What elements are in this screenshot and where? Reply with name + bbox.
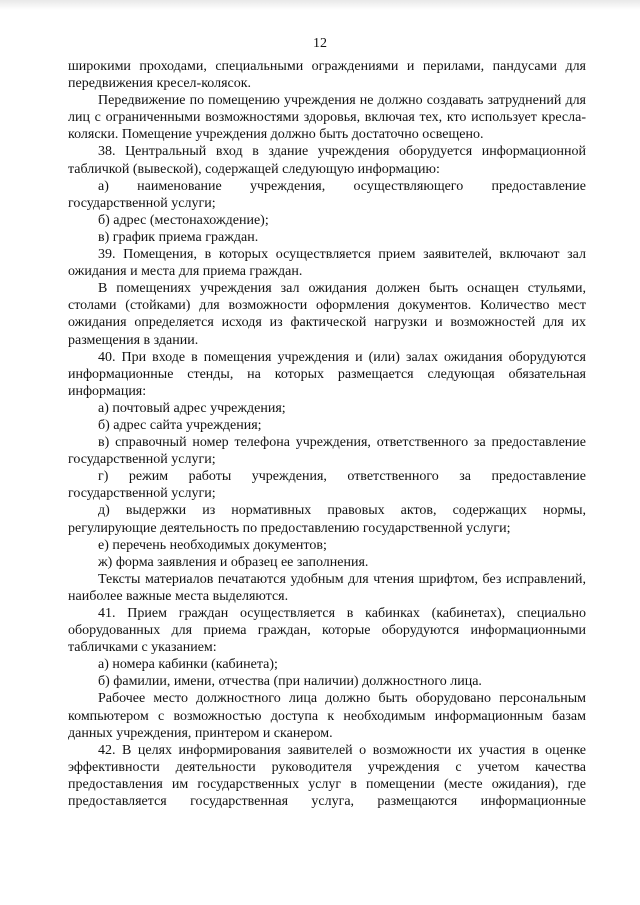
paragraph: 42. В целях информирования заявителей о возможности их участия в оценке эффективности деятельности руководителя учреждения с учетом качества предоставления им государственных услуг в помещении (месте ожидания), где предоставляется государственная услуга, размещаются информационные bbox=[68, 742, 586, 810]
paragraph: В помещениях учреждения зал ожидания должен быть оснащен стульями, столами (стойками) для возможности оформления документов. Количество мест ожидания определяется исходя из фактической нагрузки и возможностей для их размещения в здании. bbox=[68, 281, 586, 348]
paragraph: Передвижение по помещению учреждения не должно создавать затруднений для лиц с ограниченными возможностями здоровья, включая тех, кто использует кресла-коляски. Помещение учреждения должно быть достаточно освещено. bbox=[68, 93, 586, 143]
paragraph: 40. При входе в помещения учреждения и (или) залах ожидания оборудуются информационные стенды, на которых размещается следующая обязательная информация: bbox=[68, 349, 586, 399]
paragraph: Тексты материалов печатаются удобным для чтения шрифтом, без исправлений, наиболее важные места выделяются. bbox=[68, 571, 586, 604]
page-number: 12 bbox=[313, 36, 327, 51]
paragraph: 41. Прием граждан осуществляется в кабинках (кабинетах), специально оборудованных для приема граждан, которые оборудуются информационными табличками с указанием: bbox=[68, 606, 586, 656]
paragraph: ж) форма заявления и образец ее заполнения. bbox=[98, 554, 369, 570]
paragraph: е) перечень необходимых документов; bbox=[98, 537, 327, 553]
paragraph: в) график приема граждан. bbox=[98, 229, 259, 245]
paragraph: б) адрес (местонахождение); bbox=[98, 212, 269, 228]
paragraph: б) фамилии, имени, отчества (при наличии) должностного лица. bbox=[98, 674, 482, 690]
paragraph: г) режим работы учреждения, ответственного за предоставление государственной услуги; bbox=[68, 469, 586, 502]
paragraph: б) адрес сайта учреждения; bbox=[98, 417, 262, 433]
paragraph: 39. Помещения, в которых осуществляется прием заявителей, включают зал ожидания и места для приема граждан. bbox=[68, 247, 586, 280]
paragraph: 38. Центральный вход в здание учреждения оборудуется информационной табличкой (вывеской), содержащей следующую информацию: bbox=[68, 144, 586, 177]
paragraph: в) справочный номер телефона учреждения, ответственного за предоставление государственной услуги; bbox=[68, 435, 586, 468]
paragraph: а) наименование учреждения, осуществляющего предоставление государственной услуги; bbox=[68, 178, 586, 211]
paragraph: широкими проходами, специальными ограждениями и перилами, пандусами для передвижения кресел-колясок. bbox=[68, 59, 586, 92]
paragraph: а) номера кабинки (кабинета); bbox=[98, 657, 278, 673]
document-body bbox=[68, 58, 586, 810]
paragraph: Рабочее место должностного лица должно быть оборудовано персональным компьютером с возможностью доступа к необходимым информационным базам данных учреждения, принтером и сканером. bbox=[68, 691, 586, 741]
paragraph: д) выдержки из нормативных правовых актов, содержащих нормы, регулирующие деятельность по предоставлению государственной услуги; bbox=[68, 503, 586, 536]
paragraph: а) почтовый адрес учреждения; bbox=[98, 400, 286, 416]
scan-edge bbox=[0, 0, 640, 10]
